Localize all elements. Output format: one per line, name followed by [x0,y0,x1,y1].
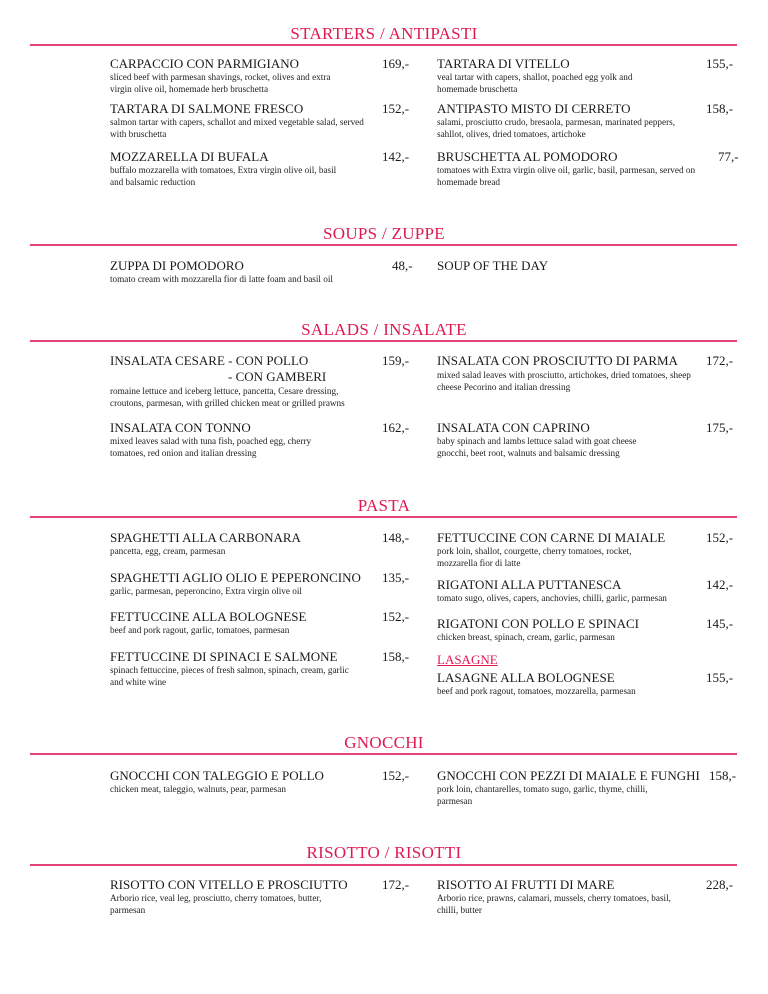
item-price: 152,- [706,530,734,545]
item-description: buffalo mozzarella with tomatoes, Extra virgin olive oil, basil and balsamic reduction [110,165,337,187]
item-name: GNOCCHI CON TALEGGIO E POLLO [110,768,324,783]
item-price: 148,- [382,530,410,545]
section-divider [30,340,737,342]
item-price: 162,- [382,420,410,435]
item-price: 152,- [382,609,410,624]
item-name: FETTUCCINE DI SPINACI E SALMONE [110,649,338,664]
item-name: LASAGNE ALLA BOLOGNESE [437,670,615,685]
item-description: salami, prosciutto crudo, bresaola, parmesan, marinated peppers, sahllot, olives, dried tomatoes, artichoke [437,117,676,139]
item-price: 172,- [706,353,734,368]
item-description: pork loin, chantarelles, tomato sugo, garlic, thyme, chilli, parmesan [437,784,648,806]
item-description: spinach fettuccine, pieces of fresh salmon, spinach, cream, garlic and white wine [110,665,349,687]
item-description: romaine lettuce and iceberg lettuce, pancetta, Cesare dressing, croutons, parmesan, with grilled chicken meat or grilled prawns [110,386,345,408]
section-title-pasta: PASTA [357,496,411,515]
item-price: 158,- [709,768,737,783]
item-description: sliced beef with parmesan shavings, rocket, olives and extra virgin olive oil, homemade herb bruschetta [110,72,331,94]
item-name: ZUPPA DI POMODORO [110,258,244,273]
item-name: SPAGHETTI ALLA CARBONARA [110,530,301,545]
item-price: 48,- [392,258,413,273]
item-price: 152,- [382,101,410,116]
item-name: FETTUCCINE ALLA BOLOGNESE [110,609,307,624]
item-name: TARTARA DI SALMONE FRESCO [110,101,304,116]
item-price: 135,- [382,570,410,585]
item-name: INSALATA CON TONNO [110,420,251,435]
item-name: SOUP OF THE DAY [437,258,549,273]
item-price: 169,- [382,56,410,71]
item-description: mixed salad leaves with prosciutto, artichokes, dried tomatoes, sheep cheese Pecorino and italian dressing [437,370,691,392]
item-name: BRUSCHETTA AL POMODORO [437,149,618,164]
item-name: GNOCCHI CON PEZZI DI MAIALE E FUNGHI [437,768,700,783]
section-divider [30,753,737,755]
item-description: tomato cream with mozzarella fior di latte foam and basil oil [110,274,333,284]
section-divider [30,516,737,518]
item-description: mixed leaves salad with tuna fish, poached egg, cherry tomatoes, red onion and italian dressing [110,436,312,458]
item-name: RISOTTO CON VITELLO E PROSCIUTTO [110,877,348,892]
item-price: 175,- [706,420,734,435]
item-price: 228,- [706,877,734,892]
item-description: tomato sugo, olives, capers, anchovies, chilli, garlic, parmesan [437,593,667,603]
item-price: 155,- [706,670,734,685]
section-divider [30,244,737,246]
item-description: chicken breast, spinach, cream, garlic, parmesan [437,632,615,642]
section-title-risotto: RISOTTO / RISOTTI [306,843,462,862]
item-price: 158,- [706,101,734,116]
item-name: INSALATA CON CAPRINO [437,420,590,435]
item-name: ANTIPASTO MISTO DI CERRETO [437,101,631,116]
item-price: 77,- [718,149,739,164]
item-description: garlic, parmesan, peperoncino, Extra virgin olive oil [110,586,302,596]
item-description: Arborio rice, prawns, calamari, mussels, cherry tomatoes, basil, chilli, butter [437,893,671,915]
item-description: pancetta, egg, cream, parmesan [110,546,226,556]
item-description: chicken meat, taleggio, walnuts, pear, parmesan [110,784,286,794]
item-price: 172,- [382,877,410,892]
item-price: 142,- [382,149,410,164]
item-name: CARPACCIO CON PARMIGIANO [110,56,300,71]
item-name: RIGATONI ALLA PUTTANESCA [437,577,622,592]
item-description: tomatoes with Extra virgin olive oil, garlic, basil, parmesan, served on homemade bread [437,165,696,187]
item-name: FETTUCCINE CON CARNE DI MAIALE [437,530,666,545]
section-title-starters: STARTERS / ANTIPASTI [290,24,478,43]
section-title-gnocchi: GNOCCHI [344,733,424,752]
item-price: 145,- [706,616,734,631]
item-name: MOZZARELLA DI BUFALA [110,149,269,164]
section-divider [30,864,737,866]
item-description: veal tartar with capers, shallot, poached egg yolk and homemade bruschetta [437,72,633,94]
item-name: SPAGHETTI AGLIO OLIO E PEPERONCINO [110,570,361,585]
section-divider [30,44,737,46]
item-price: 158,- [382,649,410,664]
item-name: RIGATONI CON POLLO E SPINACI [437,616,639,631]
item-price: 142,- [706,577,734,592]
section-title-soups: SOUPS / ZUPPE [323,224,445,243]
item-name: INSALATA CESARE - CON POLLO [110,353,309,368]
item-name: TARTARA DI VITELLO [437,56,570,71]
item-description: salmon tartar with capers, schallot and mixed vegetable salad, served with bruschetta [110,117,364,139]
item-name-variant: - CON GAMBERI [228,369,327,384]
section-title-salads: SALADS / INSALATE [301,320,467,339]
item-name: INSALATA CON PROSCIUTTO DI PARMA [437,353,678,368]
item-price: 152,- [382,768,410,783]
item-description: beef and pork ragout, garlic, tomatoes, parmesan [110,625,290,635]
item-description: baby spinach and lambs lettuce salad with goat cheese gnocchi, beet root, walnuts and balsamic dressing [437,436,637,458]
item-price: 155,- [706,56,734,71]
item-description: pork loin, shallot, courgette, cherry tomatoes, rocket, mozzarella fior di latte [437,546,632,568]
item-description: Arborio rice, veal leg, prosciutto, cherry tomatoes, butter, parmesan [110,893,322,915]
item-price: 159,- [382,353,410,368]
lasagne-heading-link[interactable]: LASAGNE [437,652,498,667]
item-description: beef and pork ragout, tomatoes, mozzarella, parmesan [437,686,636,696]
item-name: RISOTTO AI FRUTTI DI MARE [437,877,615,892]
